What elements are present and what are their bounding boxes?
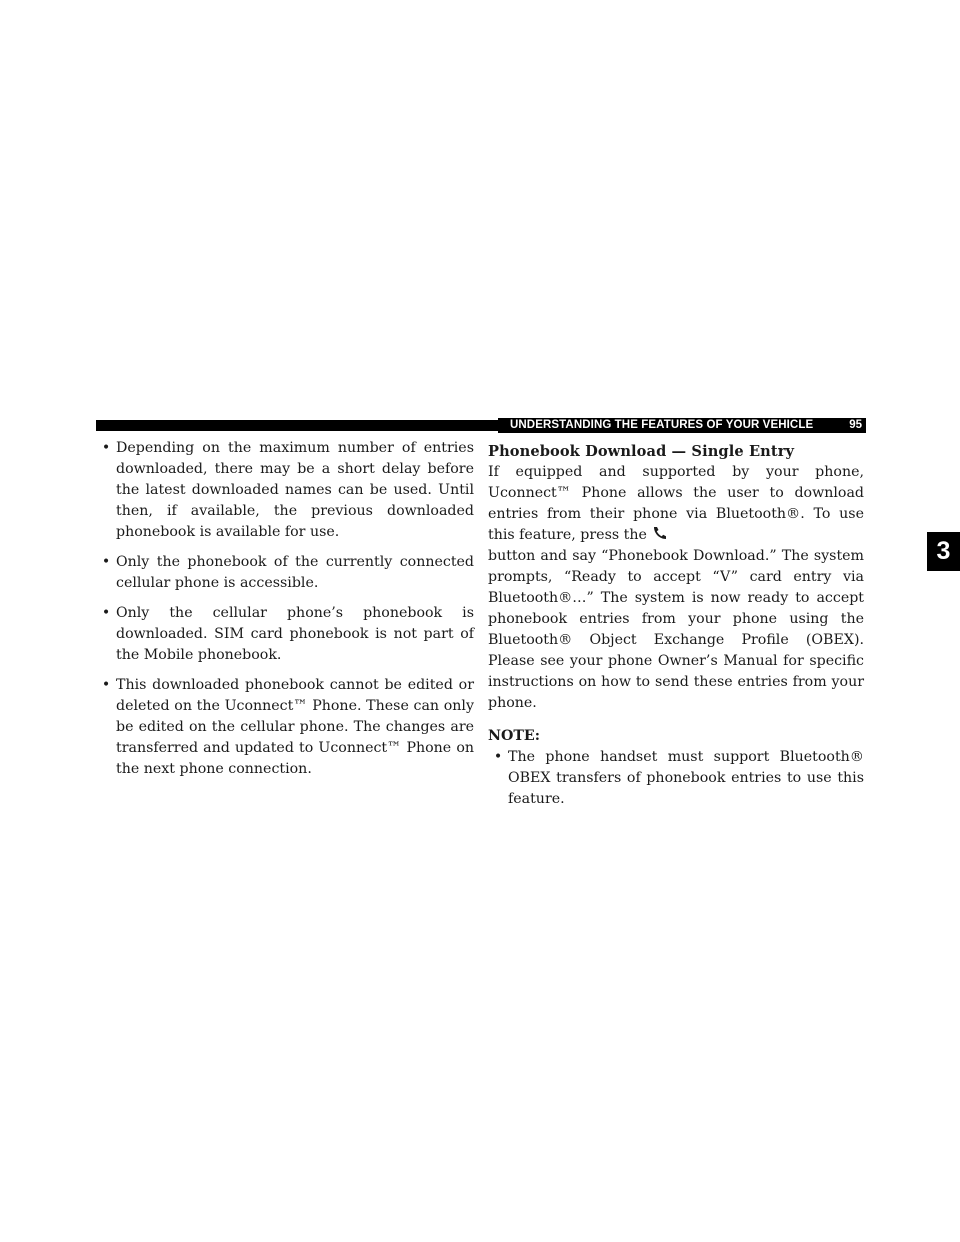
list-item xyxy=(488,747,864,810)
list-item xyxy=(96,438,474,543)
note-item-text: The phone handset must support Bluetooth® OBEX transfers of phonebook entries to use this feature. xyxy=(508,749,864,807)
header-rule xyxy=(96,420,498,431)
list-item xyxy=(96,552,474,594)
list-item xyxy=(96,675,474,780)
paragraph-text-after-icon: button and say “Phonebook Download.” The system prompts, “Ready to accept “V” card entry via Bluetooth®…” The system is now ready to accept phonebook entries from your phone using the Bluetooth® Object Exchange Profile (OBEX). Please see your phone Owner’s Manual for specific instructions on how to send these entries from your phone. xyxy=(488,548,864,711)
chapter-tab: 3 xyxy=(927,532,960,571)
bullet-marker: • xyxy=(101,440,111,456)
phone-icon xyxy=(651,526,669,540)
left-column xyxy=(96,438,474,789)
right-column xyxy=(488,441,864,819)
bullet-marker: • xyxy=(101,677,111,693)
list-item-text: This downloaded phonebook cannot be edited or deleted on the Uconnect™ Phone. These can only be edited on the cellular phone. The changes are transferred and updated to Uconnect™ Phone on the next phone connection. xyxy=(116,677,474,777)
bullet-marker: • xyxy=(493,749,503,765)
bullet-marker: • xyxy=(101,554,111,570)
running-header xyxy=(498,418,866,433)
running-header-title: UNDERSTANDING THE FEATURES OF YOUR VEHICLE xyxy=(510,419,814,431)
section-heading: Phonebook Download — Single Entry xyxy=(488,443,795,460)
list-item xyxy=(96,603,474,666)
bullet-marker: • xyxy=(101,605,111,621)
list-item-text: Only the cellular phone’s phonebook is downloaded. SIM card phonebook is not part of the Mobile phonebook. xyxy=(116,605,474,663)
list-item-text: Only the phonebook of the currently connected cellular phone is accessible. xyxy=(116,554,474,591)
body-paragraph xyxy=(488,462,864,714)
note-label: NOTE: xyxy=(488,728,540,744)
paragraph-text-before-icon: If equipped and supported by your phone, Uconnect™ Phone allows the user to download entries from their phone via Bluetooth®. To use this feature, press the xyxy=(488,464,864,543)
page-number: 95 xyxy=(849,419,862,431)
list-item-text: Depending on the maximum number of entries downloaded, there may be a short delay before the latest downloaded names can be used. Until then, if available, the previous downloaded phonebook is available for use. xyxy=(116,440,474,540)
